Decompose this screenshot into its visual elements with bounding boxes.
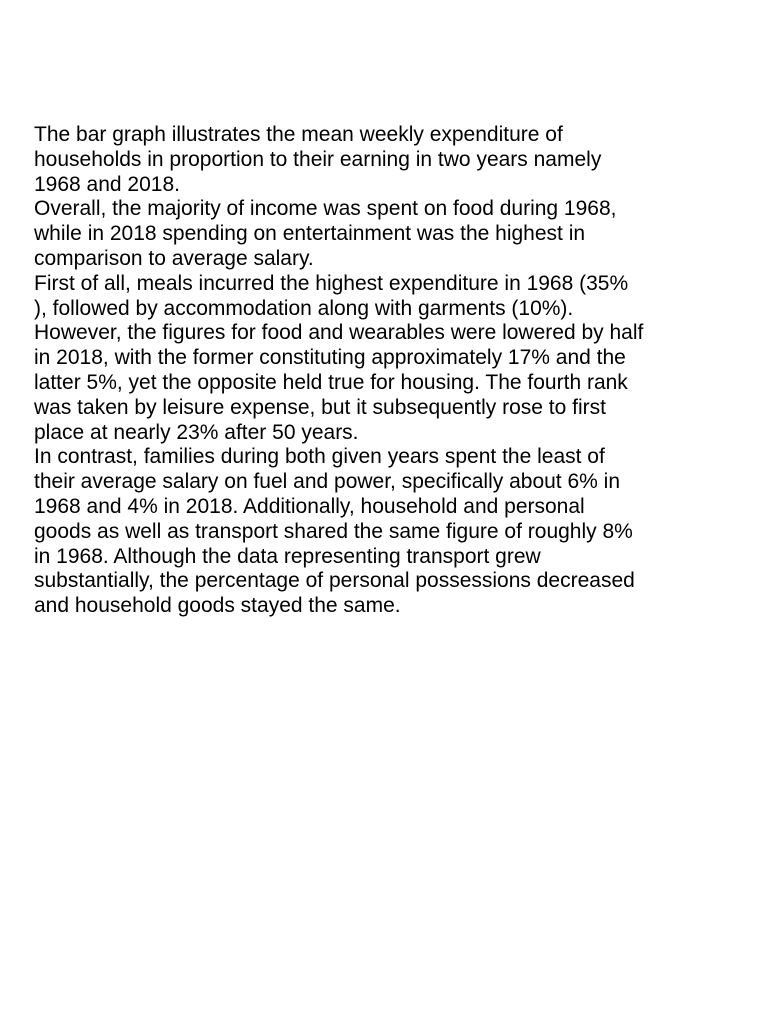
paragraph-overview: Overall, the majority of income was spent on food during 1968, while in 2018 spending on entertainment was the highest in comparison to average salary. xyxy=(34,197,617,270)
paragraph-introduction: The bar graph illustrates the mean weekly expenditure of households in proportion to their earning in two years namely 1968 and 2018. xyxy=(34,123,602,196)
paragraph-body-2: In contrast, families during both given years spent the least of their average salary on fuel and power, specifically about 6% in 1968 and 4% in 2018. Additionally, household and personal goods as well as transport shared the same figure of roughly 8% in 1968. Although the data representing transport grew substantially, the percentage of personal possessions decreased and household goods stayed the same. xyxy=(34,445,635,618)
essay-body xyxy=(34,123,746,619)
paragraph-body-1: First of all, meals incurred the highest expenditure in 1968 (35% ), followed by accommodation along with garments (10%). However, the figures for food and wearables were lowered by half in 2018, with the former constituting approximately 17% and the latter 5%, yet the opposite held true for housing. The fourth rank was taken by leisure expense, but it subsequently rose to first place at nearly 23% after 50 years. xyxy=(34,271,644,444)
